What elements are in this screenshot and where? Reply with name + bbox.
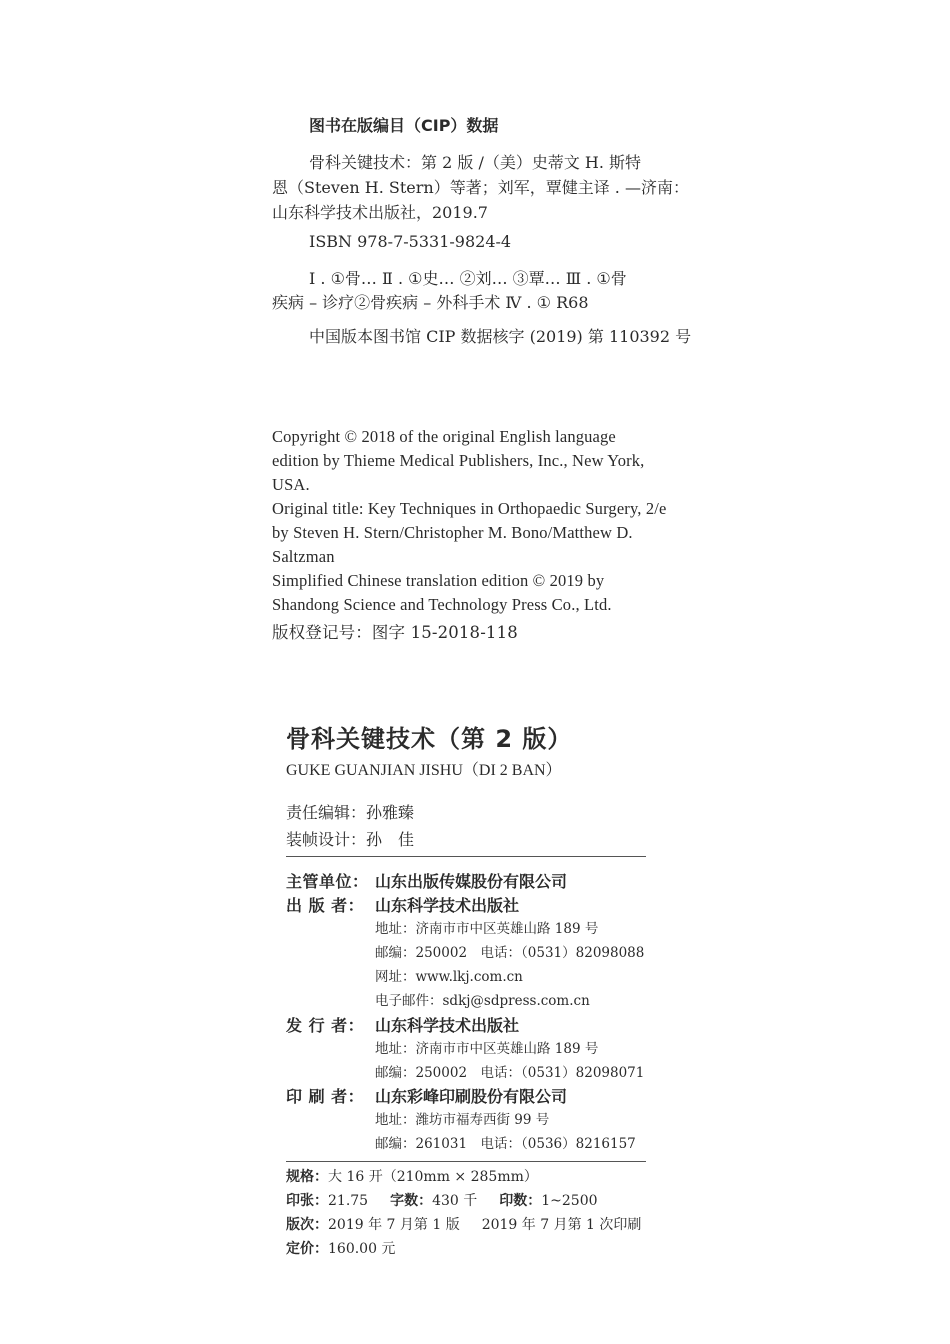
- book-title: 骨科关键技术（第 2 版）: [286, 725, 573, 753]
- publisher-value: 山东科学技术出版社: [375, 896, 520, 915]
- copyright-registration: 版权登记号：图字 15-2018-118: [272, 623, 518, 642]
- copyright-line-6: Saltzman: [272, 547, 335, 566]
- publisher-email: 电子邮件：sdkj@sdpress.com.cn: [375, 993, 590, 1009]
- printing-value: 2019 年 7 月第 1 次印刷: [481, 1217, 642, 1233]
- price-value: 160.00 元: [328, 1241, 396, 1257]
- copyright-line-2: edition by Thieme Medical Publishers, Inc., New York,: [272, 451, 645, 470]
- copyright-line-7: Simplified Chinese translation edition © 2019 by: [272, 571, 605, 590]
- copies-label: 印数：: [499, 1193, 542, 1209]
- printer-address: 地址：潍坊市福寿西街 99 号: [375, 1112, 550, 1128]
- cip-classification-2: 疾病 – 诊疗②骨疾病 – 外科手术 Ⅳ . ① R68: [272, 293, 589, 312]
- distributor-address: 地址：济南市市中区英雄山路 189 号: [375, 1041, 599, 1057]
- sheets-value: 21.75: [328, 1193, 369, 1209]
- format-label: 规格：: [286, 1169, 328, 1185]
- cip-line-3: 山东科学技术出版社，2019.7: [272, 203, 488, 222]
- edition-row: [286, 1214, 641, 1234]
- copyright-line-5: by Steven H. Stern/Christopher M. Bono/Matthew D.: [272, 523, 633, 542]
- cip-classification-1: Ⅰ . ①骨… Ⅱ . ①史… ②刘… ③覃… Ⅲ . ①骨: [309, 269, 627, 288]
- price-row: [286, 1238, 395, 1258]
- designer-name: 孙 佳: [366, 830, 415, 849]
- printer-label: 印 刷 者：: [286, 1087, 365, 1106]
- words-label: 字数：: [390, 1193, 433, 1209]
- copyright-line-3: USA.: [272, 475, 310, 494]
- publisher-address: 地址：济南市市中区英雄山路 189 号: [375, 921, 599, 937]
- supervisor-label: 主管单位：: [286, 872, 369, 891]
- cip-library-number: 中国版本图书馆 CIP 数据核字 (2019) 第 110392 号: [309, 327, 692, 346]
- edition-label: 版次：: [286, 1217, 328, 1233]
- editor-label: 责任编辑：: [286, 803, 367, 822]
- sheets-label: 印张：: [286, 1193, 328, 1209]
- copyright-line-8: Shandong Science and Technology Press Co., Ltd.: [272, 595, 612, 614]
- edition-value: 2019 年 7 月第 1 版: [328, 1217, 460, 1233]
- cip-heading: 图书在版编目（CIP）数据: [309, 116, 499, 135]
- printer-postcode-phone: 邮编：261031 电话：（0536）8216157: [375, 1136, 636, 1152]
- cip-line-2: 恩（Steven H. Stern）等著；刘军，覃健主译 . —济南：: [272, 178, 689, 197]
- copies-value: 1~2500: [541, 1193, 598, 1209]
- printer-value: 山东彩峰印刷股份有限公司: [375, 1087, 568, 1106]
- editor-row: [286, 800, 414, 823]
- editor-name: 孙雅臻: [366, 803, 415, 822]
- copyright-line-4: Original title: Key Techniques in Orthopaedic Surgery, 2/e: [272, 499, 667, 518]
- supervisor-value: 山东出版传媒股份有限公司: [375, 872, 568, 891]
- book-title-pinyin: GUKE GUANJIAN JISHU（DI 2 BAN）: [286, 762, 562, 779]
- cip-line-1: 骨科关键技术：第 2 版 /（美）史蒂文 H. 斯特: [309, 153, 642, 172]
- words-value: 430 千: [432, 1193, 478, 1209]
- format-row: [286, 1166, 538, 1186]
- publisher-website: 网址：www.lkj.com.cn: [375, 969, 523, 985]
- distributor-label: 发 行 者：: [286, 1016, 365, 1035]
- sheets-words-copies-row: [286, 1190, 598, 1210]
- format-value: 大 16 开（210mm × 285mm）: [328, 1169, 538, 1185]
- distributor-postcode-phone: 邮编：250002 电话：（0531）82098071: [375, 1065, 645, 1081]
- copyright-line-1: Copyright © 2018 of the original English language: [272, 427, 616, 446]
- designer-label: 装帧设计：: [286, 830, 367, 849]
- publisher-label: 出 版 者：: [286, 896, 365, 915]
- publisher-postcode-phone: 邮编：250002 电话：（0531）82098088: [375, 945, 645, 961]
- divider-top: [286, 856, 646, 857]
- price-label: 定价：: [286, 1241, 328, 1257]
- cip-isbn: ISBN 978-7-5331-9824-4: [309, 232, 512, 251]
- distributor-value: 山东科学技术出版社: [375, 1016, 520, 1035]
- divider-bottom: [286, 1161, 646, 1162]
- designer-row: [286, 827, 414, 850]
